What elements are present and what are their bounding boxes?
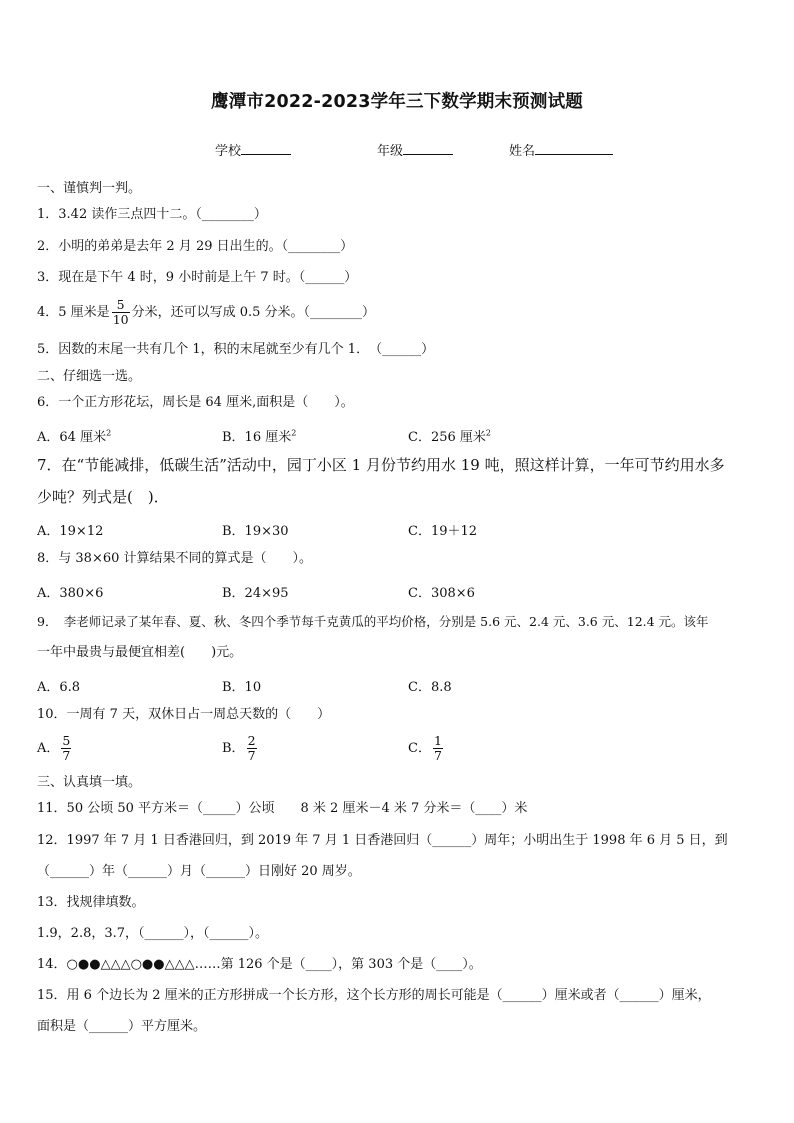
question-7-line-2: 少吨？列式是( )． (37, 488, 169, 506)
question-3: 3．现在是下午 4 时，9 小时前是上午 7 时。（______） (37, 270, 358, 285)
section-3-heading: 三、认真填一填。 (37, 775, 142, 790)
q9-option-c[interactable]: C．8.8 (408, 680, 452, 695)
question-15-line-1: 15．用 6 个边长为 2 厘米的正方形拼成一个长方形，这个长方形的周长可能是（______）厘米或者（______）厘米， (37, 988, 711, 1003)
grade-field (377, 140, 453, 159)
question-10: 10．一周有 7 天，双休日占一周总天数的（ ） (37, 707, 331, 722)
school-label: 学校 (215, 144, 242, 159)
question-1: 1．3.42 读作三点四十二。（________） (37, 207, 267, 222)
question-14: 14．○●●△△△○●●△△△……第 126 个是（____），第 303 个是（____）。 (37, 957, 482, 972)
section-1-heading: 一、谨慎判一判。 (37, 181, 142, 196)
q10-option-a[interactable]: A． $\frac{5}{7}$ (37, 733, 71, 763)
q6-option-a[interactable]: A．64 厘米$^2$ (37, 428, 112, 445)
question-12-line-1: 12．1997 年 7 月 1 日香港回归，到 2019 年 7 月 1 日香港回归（______）周年；小明出生于 1998 年 6 月 5 日，到 (37, 833, 728, 848)
q10-option-b[interactable]: B． $\frac{2}{7}$ (222, 733, 256, 763)
q8-option-a[interactable]: A．380×6 (37, 586, 104, 601)
name-field (509, 140, 613, 159)
name-blank[interactable] (535, 142, 613, 155)
q7-option-a[interactable]: A．19×12 (37, 524, 104, 539)
question-13-sequence: 1.9，2.8，3.7，（______），（______）。 (37, 926, 269, 941)
q10-option-c[interactable]: C． $\frac{1}{7}$ (408, 733, 442, 763)
question-9-line-1: 9． 李老师记录了某年春、夏、秋、冬四个季节每千克黄瓜的平均价格，分别是 5.6 元、2.4 元、3.6 元、12.4 元。该年 (37, 614, 709, 629)
question-4-post: 分米，还可以写成 0.5 分米。（________） (131, 305, 376, 320)
q9-option-b[interactable]: B．10 (222, 680, 262, 695)
q6-option-b[interactable]: B．16 厘米$^2$ (222, 428, 297, 445)
q7-option-c[interactable]: C．19＋12 (408, 524, 478, 539)
page-title: 鹰潭市2022-2023学年三下数学期末预测试题 (211, 92, 583, 112)
question-9-line-2: 一年中最贵与最便宜相差( )元。 (37, 645, 243, 660)
grade-blank[interactable] (403, 142, 453, 155)
grade-label: 年级 (377, 144, 404, 159)
school-field (215, 140, 291, 159)
question-2: 2．小明的弟弟是去年 2 月 29 日出生的。（________） (37, 239, 354, 254)
question-6: 6．一个正方形花坛，周长是 64 厘米,面积是（ ）。 (37, 395, 354, 410)
question-15-line-2: 面积是（______）平方厘米。 (37, 1019, 207, 1034)
name-label: 姓名 (509, 144, 536, 159)
fraction-1-7: $\frac{1}{7}$ (433, 733, 442, 763)
school-blank[interactable] (241, 142, 291, 155)
question-11: 11．50 公顷 50 平方米＝（_____）公顷 8 米 2 厘米－4 米 7 分米＝（____）米 (37, 801, 528, 816)
question-13: 13．找规律填数。 (37, 895, 145, 910)
fraction-5-7: $\frac{5}{7}$ (62, 733, 71, 763)
section-2-heading: 二、仔细选一选。 (37, 369, 142, 384)
q9-option-a[interactable]: A．6.8 (37, 680, 81, 695)
q7-option-b[interactable]: B．19×30 (222, 524, 289, 539)
question-4-pre: 4．5 厘米是 (37, 305, 110, 320)
question-8: 8．与 38×60 计算结果不同的算式是（ ）。 (37, 551, 313, 566)
q8-option-c[interactable]: C．308×6 (408, 586, 475, 601)
question-12-line-2: （______）年（______）月（______）日刚好 20 周岁。 (37, 864, 361, 879)
fraction-5-10: $\frac{5}{10}$ (112, 297, 129, 327)
fraction-2-7: $\frac{2}{7}$ (247, 733, 256, 763)
q6-option-c[interactable]: C．256 厘米$^2$ (408, 428, 491, 445)
question-4 (37, 298, 375, 327)
question-7-line-1: 7．在“节能减排，低碳生活”活动中，园丁小区 1 月份节约用水 19 吨，照这样计算，一年可节约用水多 (37, 456, 725, 474)
question-5: 5．因数的末尾一共有几个 1，积的末尾就至少有几个 1． （______） (37, 342, 435, 357)
q8-option-b[interactable]: B．24×95 (222, 586, 289, 601)
